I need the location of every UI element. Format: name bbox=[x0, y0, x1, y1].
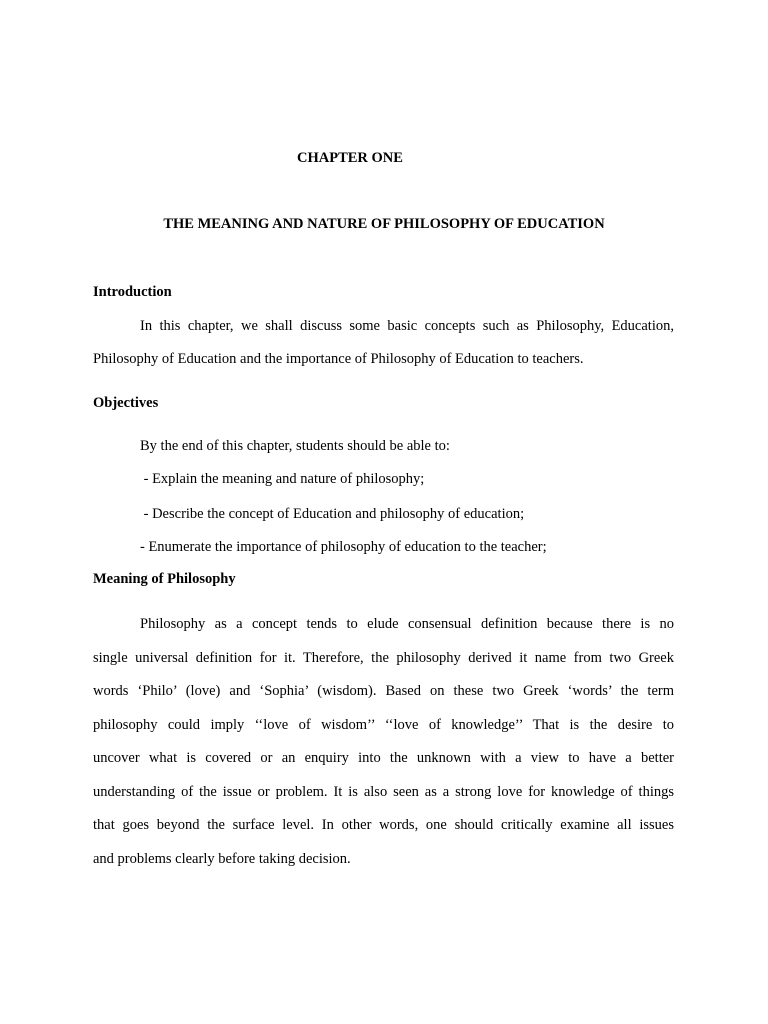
introduction-line-1: In this chapter, we shall discuss some basic concepts such as Philosophy, Education, bbox=[140, 318, 674, 334]
meaning-line-8: and problems clearly before taking decision. bbox=[93, 851, 351, 867]
objective-item: - Explain the meaning and nature of philosophy; bbox=[140, 471, 425, 487]
meaning-line-5: uncover what is covered or an enquiry into the unknown with a view to have a better bbox=[93, 750, 674, 766]
objective-item: - Enumerate the importance of philosophy of education to the teacher; bbox=[140, 539, 547, 555]
meaning-line-1: Philosophy as a concept tends to elude consensual definition because there is no bbox=[140, 616, 674, 632]
meaning-heading: Meaning of Philosophy bbox=[93, 571, 236, 587]
meaning-line-2: single universal definition for it. Therefore, the philosophy derived it name from two Greek bbox=[93, 650, 674, 666]
meaning-line-7: that goes beyond the surface level. In other words, one should critically examine all issues bbox=[93, 817, 674, 833]
objective-item: - Describe the concept of Education and philosophy of education; bbox=[140, 506, 525, 522]
document-title: THE MEANING AND NATURE OF PHILOSOPHY OF EDUCATION bbox=[163, 216, 605, 232]
introduction-line-2: Philosophy of Education and the importance of Philosophy of Education to teachers. bbox=[93, 351, 584, 367]
chapter-label: CHAPTER ONE bbox=[297, 150, 403, 166]
meaning-line-6: understanding of the issue or problem. It is also seen as a strong love for knowledge of things bbox=[93, 784, 674, 800]
meaning-line-3: words ‘Philo’ (love) and ‘Sophia’ (wisdom). Based on these two Greek ‘words’ the term bbox=[93, 683, 674, 699]
objectives-lead: By the end of this chapter, students should be able to: bbox=[140, 438, 450, 454]
objectives-heading: Objectives bbox=[93, 395, 159, 411]
meaning-line-4: philosophy could imply ‘‘love of wisdom’’ ‘‘love of knowledge’’ That is the desire to bbox=[93, 717, 674, 733]
introduction-heading: Introduction bbox=[93, 284, 172, 300]
